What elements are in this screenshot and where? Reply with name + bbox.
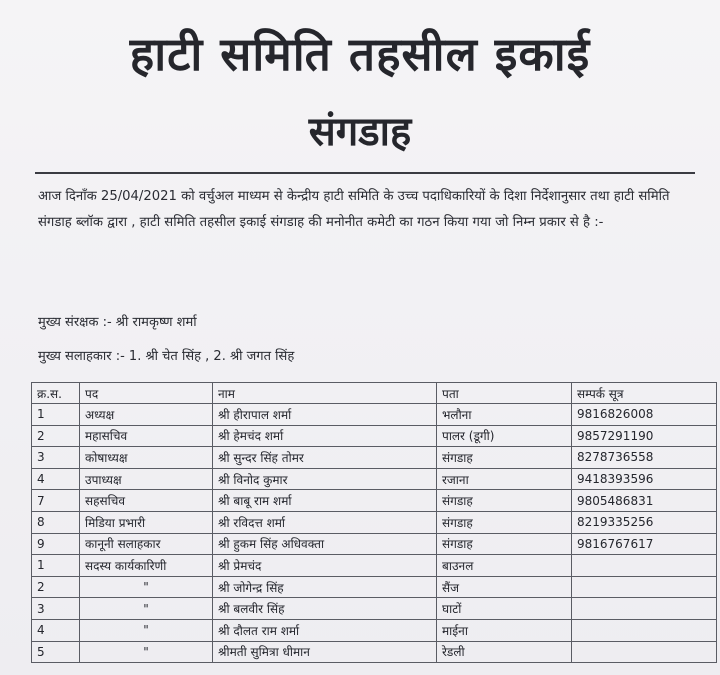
title-divider: [35, 172, 695, 174]
table-row: [32, 425, 717, 447]
cell-contact: 9857291190: [572, 425, 717, 447]
cell-name: श्रीमती सुमित्रा धीमान: [213, 641, 437, 663]
cell-post: कोषाध्यक्ष: [80, 447, 213, 469]
cell-serial: 3: [32, 447, 80, 469]
cell-address: संगडाह: [437, 533, 572, 555]
header-name: नाम: [213, 383, 437, 404]
cell-post: उपाध्यक्ष: [80, 468, 213, 490]
cell-address: भलौना: [437, 404, 572, 426]
cell-contact: 9418393596: [572, 468, 717, 490]
cell-serial: 2: [32, 425, 80, 447]
cell-serial: 4: [32, 468, 80, 490]
cell-contact: [572, 641, 717, 663]
cell-name: श्री बलवीर सिंह: [213, 598, 437, 620]
cell-name: श्री प्रेमचंद: [213, 555, 437, 577]
table-row: [32, 555, 717, 577]
cell-post: सहसचिव: [80, 490, 213, 512]
cell-serial: 4: [32, 619, 80, 641]
cell-address: रजाना: [437, 468, 572, 490]
cell-address: सैंज: [437, 576, 572, 598]
header-address: पता: [437, 383, 572, 404]
cell-name: श्री हीरापाल शर्मा: [213, 404, 437, 426]
table-body: [32, 404, 717, 663]
table-row: [32, 404, 717, 426]
cell-post: कानूनी सलाहकार: [80, 533, 213, 555]
cell-name: श्री हेमचंद शर्मा: [213, 425, 437, 447]
cell-name: श्री बाबू राम शर्मा: [213, 490, 437, 512]
cell-serial: 7: [32, 490, 80, 512]
cell-serial: 9: [32, 533, 80, 555]
cell-contact: [572, 619, 717, 641]
cell-serial: 1: [32, 555, 80, 577]
cell-post: मिडिया प्रभारी: [80, 511, 213, 533]
cell-contact: 9816826008: [572, 404, 717, 426]
table-row: [32, 641, 717, 663]
cell-name: श्री दौलत राम शर्मा: [213, 619, 437, 641]
table-row: [32, 447, 717, 469]
table-row: [32, 598, 717, 620]
cell-name: श्री जोगेन्द्र सिंह: [213, 576, 437, 598]
cell-contact: [572, 576, 717, 598]
header-serial: क्र.स.: [32, 383, 80, 404]
cell-contact: 8219335256: [572, 511, 717, 533]
cell-contact: 9816767617: [572, 533, 717, 555]
cell-serial: 3: [32, 598, 80, 620]
cell-contact: [572, 555, 717, 577]
cell-address: संगडाह: [437, 511, 572, 533]
table-row: [32, 619, 717, 641]
cell-name: श्री हुकम सिंह अधिवक्ता: [213, 533, 437, 555]
cell-address: बाउनल: [437, 555, 572, 577]
cell-address: संगडाह: [437, 490, 572, 512]
committee-table: [31, 382, 717, 663]
header-post: पद: [80, 383, 213, 404]
cell-contact: 8278736558: [572, 447, 717, 469]
cell-serial: 5: [32, 641, 80, 663]
cell-post: ": [80, 576, 213, 598]
page-subtitle: संगडाह: [308, 109, 412, 155]
cell-name: श्री रविदत्त शर्मा: [213, 511, 437, 533]
cell-serial: 8: [32, 511, 80, 533]
chief-advisor-line: मुख्य सलाहकार :- 1. श्री चेत सिंह , 2. श्री जगत सिंह: [38, 349, 295, 364]
cell-address: पालर (डूगी): [437, 425, 572, 447]
cell-serial: 2: [32, 576, 80, 598]
table-row: [32, 533, 717, 555]
intro-paragraph: आज दिनाँक 25/04/2021 को वर्चुअल माध्यम से केन्द्रीय हाटी समिति के उच्च पदाधिकारियों के दिशा निर्देशानुसार तथा हाटी समिति संगडाह ब्लॉक द्वारा , हाटी समिति तहसील इकाई संगडाह की मनोनीत कमेटी का गठन किया गया जो निम्न प्रकार से है :-: [38, 189, 670, 230]
cell-contact: [572, 598, 717, 620]
cell-post: महासचिव: [80, 425, 213, 447]
cell-post: ": [80, 598, 213, 620]
table-row: [32, 576, 717, 598]
table-header-row: [32, 383, 717, 404]
table-row: [32, 511, 717, 533]
cell-serial: 1: [32, 404, 80, 426]
cell-address: संगडाह: [437, 447, 572, 469]
cell-contact: 9805486831: [572, 490, 717, 512]
page-title: हाटी समिति तहसील इकाई: [129, 27, 591, 81]
chief-patron-line: मुख्य संरक्षक :- श्री रामकृष्ण शर्मा: [38, 315, 197, 330]
cell-post: ": [80, 619, 213, 641]
cell-name: श्री सुन्दर सिंह तोमर: [213, 447, 437, 469]
cell-post: अध्यक्ष: [80, 404, 213, 426]
cell-post: सदस्य कार्यकारिणी: [80, 555, 213, 577]
header-contact: सम्पर्क सूत्र: [572, 383, 717, 404]
table-row: [32, 468, 717, 490]
cell-name: श्री विनोद कुमार: [213, 468, 437, 490]
table-row: [32, 490, 717, 512]
cell-address: घाटों: [437, 598, 572, 620]
cell-address: रेडली: [437, 641, 572, 663]
cell-address: माईना: [437, 619, 572, 641]
cell-post: ": [80, 641, 213, 663]
